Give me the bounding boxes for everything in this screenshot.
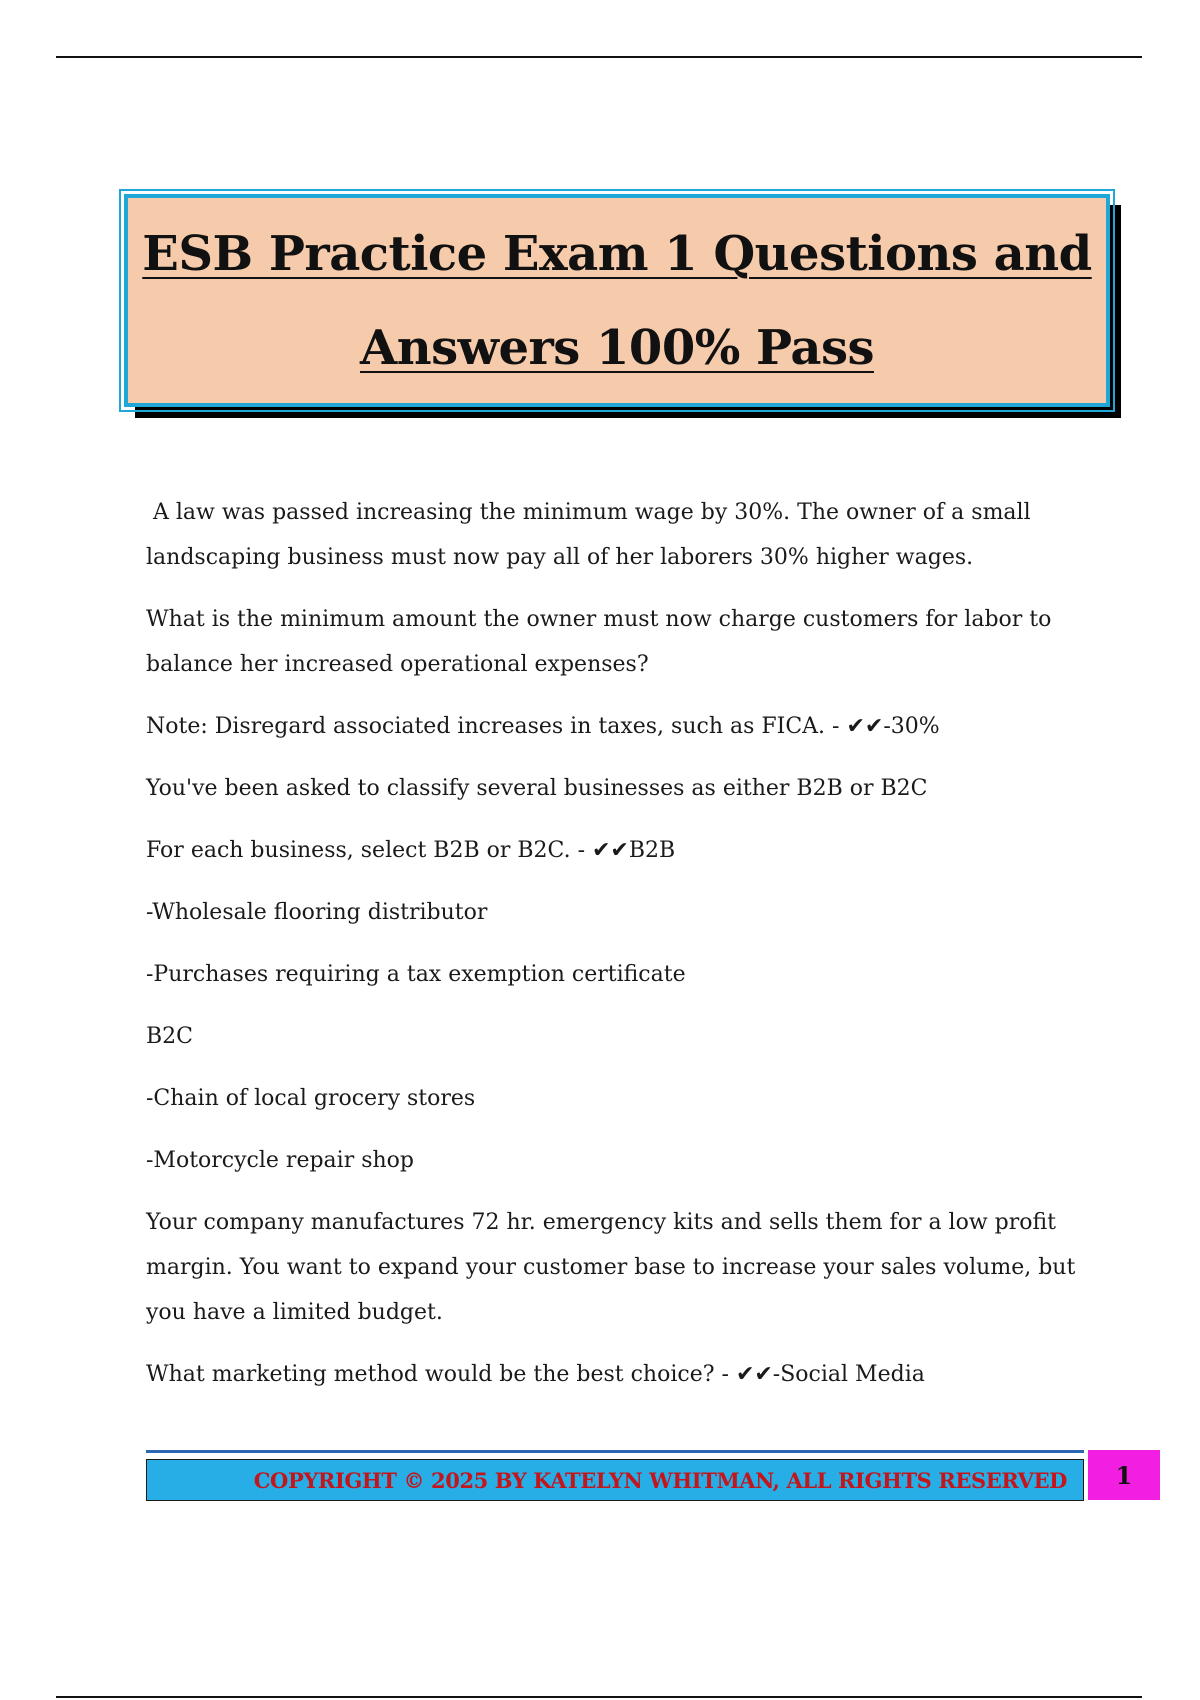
title-block — [124, 194, 1110, 407]
top-rule — [56, 56, 1142, 58]
bottom-rule — [56, 1696, 1142, 1698]
title-box — [124, 194, 1110, 407]
paragraph-11: Your company manufactures 72 hr. emergency kits and sells them for a low profit margin. You want to expand your customer base to increase your sales volume, but you have a limited budget. — [146, 1210, 1076, 1325]
copyright-text: COPYRIGHT © 2025 BY KATELYN WHITMAN, ALL RIGHTS RESERVED — [253, 1467, 1067, 1493]
paragraph-8: B2C — [146, 1024, 193, 1049]
paragraph-10: -Motorcycle repair shop — [146, 1148, 414, 1173]
footer-bar — [146, 1459, 1084, 1501]
paragraph-12: What marketing method would be the best choice? - ✔✔-Social Media — [146, 1362, 925, 1387]
paragraph-6: -Wholesale flooring distributor — [146, 900, 488, 925]
paragraph-1: A law was passed increasing the minimum wage by 30%. The owner of a small landscaping business must now pay all of her laborers 30% higher wages. — [146, 500, 1038, 570]
paragraph-2: What is the minimum amount the owner must now charge customers for labor to balance her increased operational expenses? — [146, 607, 1052, 677]
paragraph-5: For each business, select B2B or B2C. - ✔✔B2B — [146, 838, 676, 863]
title-line-2: Answers 100% Pass — [359, 319, 874, 376]
paragraph-9: -Chain of local grocery stores — [146, 1086, 476, 1111]
paragraph-7: -Purchases requiring a tax exemption certificate — [146, 962, 686, 987]
body-text — [146, 490, 1096, 1414]
footer-rule — [146, 1450, 1084, 1453]
paragraph-3: Note: Disregard associated increases in taxes, such as FICA. - ✔✔-30% — [146, 714, 940, 739]
title-line-1: ESB Practice Exam 1 Questions and — [142, 225, 1092, 282]
paragraph-4: You've been asked to classify several businesses as either B2B or B2C — [146, 776, 928, 801]
page-number-box — [1088, 1450, 1160, 1500]
page-number: 1 — [1115, 1460, 1133, 1490]
